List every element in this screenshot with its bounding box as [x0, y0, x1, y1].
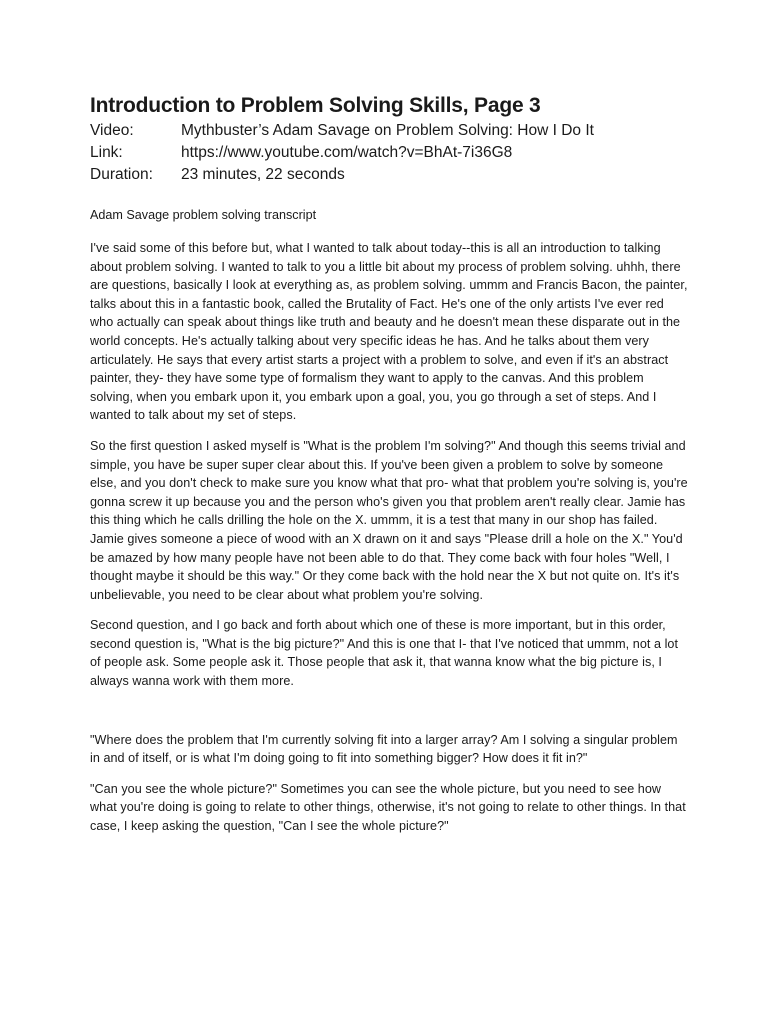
- meta-label-duration: Duration:: [90, 166, 153, 183]
- meta-row-link: [90, 142, 690, 164]
- transcript-paragraph: "Where does the problem that I'm currently solving fit into a larger array? Am I solving a singular problem in and of itself, or is what I'm doing going to fit into something bigger? How does it fit in?": [90, 732, 678, 766]
- transcript-paragraph: So the first question I asked myself is "What is the problem I'm solving?" And though this seems trivial and simple, you have be super super clear about this. If you've been given a problem to solve by someone else, and you don't check to make sure you know what that pro- what that problem you're solving is, you're gonna screw it up because you and the person who's given you that problem aren't really clear. Jamie has this thing which he calls drilling the hole on the X. ummm, it is a test that many in our shop has failed. Jamie gives someone a piece of wood with an X drawn on it and says "Please drill a hole on the X." You'd be amazed by how many people have not been able to do that. They come back with four holes "Well, I thought maybe it should be this way." Or they come back with the hold near the X but not quite on. It's it's unbelievable, you need to be clear about what problem you're solving.: [90, 438, 688, 602]
- page-title: Introduction to Problem Solving Skills, Page 3: [90, 94, 541, 117]
- meta-value-video: Mythbuster’s Adam Savage on Problem Solving: How I Do It: [181, 122, 594, 139]
- meta-label-link: Link:: [90, 144, 123, 161]
- meta-value-duration: 23 minutes, 22 seconds: [181, 166, 345, 183]
- document-page: [90, 92, 690, 836]
- transcript-heading: Adam Savage problem solving transcript: [90, 208, 317, 222]
- video-metadata: [90, 120, 690, 186]
- meta-label-video: Video:: [90, 122, 134, 139]
- meta-value-link: https://www.youtube.com/watch?v=BhAt-7i36G8: [181, 144, 513, 161]
- transcript-paragraph: I've said some of this before but, what I wanted to talk about today--this is all an introduction to talking about problem solving. I wanted to talk to you a little bit about my process of problem solving. uhhh, there are questions, basically I look at everything as, as problem solving. ummm and Francis Bacon, the painter, talks about this in a fantastic book, called the Brutality of Fact. He's one of the only artists I've ever red who actually can speak about things like truth and beauty and he doesn't mean these disparate out in the world concepts. He's actually talking about very specific ideas he has. And he talks about them very articulately. He says that every artist starts a project with a problem to solve, and even if it's an abstract painter, they- they have some type of formalism they want to apply to the canvas. And this problem solving, when you embark upon it, you embark upon a goal, you, you go through a set of steps. And I wanted to talk about my set of steps.: [90, 241, 688, 423]
- meta-row-video: [90, 120, 690, 142]
- meta-row-duration: [90, 164, 690, 186]
- transcript-paragraph: Second question, and I go back and forth about which one of these is more important, but in this order, second question is, "What is the big picture?" And this is one that I- that I've noticed that ummm, not a lot of people ask. Some people ask it. Those people that ask it, that wanna know what the big picture is, I always wanna work with them more.: [90, 618, 679, 689]
- transcript-paragraph: "Can you see the whole picture?" Sometimes you can see the whole picture, but you need to see how what you're doing is going to relate to other things, otherwise, it's not going to relate to other things. In that case, I keep asking the question, "Can I see the whole picture?": [90, 781, 686, 834]
